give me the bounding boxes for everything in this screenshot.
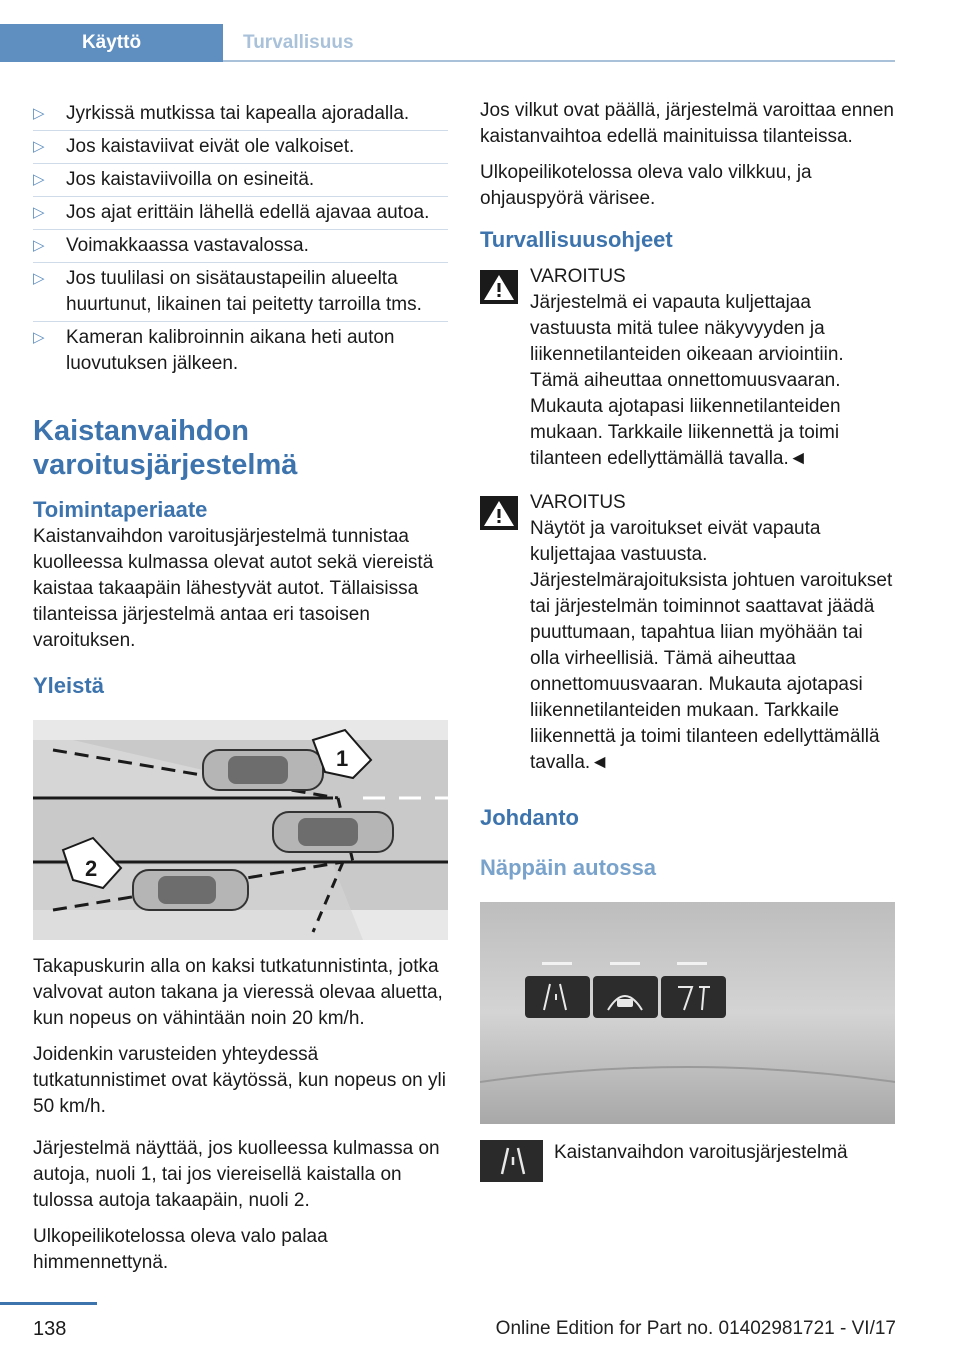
header-rule	[223, 60, 895, 62]
warning-title: VAROITUS	[530, 492, 626, 513]
subsection-johdanto: Johdanto	[480, 805, 579, 830]
triangle-bullet-icon: ▷	[33, 105, 45, 122]
list-item: ▷ Jos tuulilasi on sisätaustapeilin alueelta huurtunut, likainen tai peitetty tarroilla tms.	[33, 263, 448, 322]
subsection-turvallisuusohjeet: Turvallisuusohjeet	[480, 227, 673, 252]
page-number: 138	[33, 1318, 67, 1340]
footer-edition: Online Edition for Part no. 01402981721 - VI/17	[495, 1318, 896, 1339]
paragraph: Ulkopeilikotelossa oleva valo palaa himmennettynä.	[33, 1226, 328, 1273]
list-item: ▷ Jyrkissä mutkissa tai kapealla ajoradalla.	[33, 98, 448, 131]
warning-text: Näytöt ja varoitukset eivät vapauta kuljettajaa vastuusta. Järjestelmärajoituksista johtuen varoitukset tai järjestelmän toiminnot saattavat jäädä puuttumaan, tapahtua liian myöhään tai olla virheellisiä. Tämä aiheuttaa onnettomuusvaaran. Mukauta ajotapasi liikennetilanteiden mukaan. Tarkkaile liikennettä ja toimi tilanteen edellyttämällä tavalla.◄	[530, 518, 893, 773]
blind-spot-diagram	[33, 720, 448, 940]
paragraph: Kaistanvaihdon varoitusjärjestelmä tunnistaa kuolleessa kulmassa olevat autot sekä viereistä kaistaa takaapäin lähestyvät autot. Tällaisissa tilanteissa järjestelmä antaa eri tasoisen varoituksen.	[33, 526, 434, 651]
paragraph: Jos vilkut ovat päällä, järjestelmä varoittaa ennen kaistanvaihtoa edellä mainituissa tilanteissa.	[480, 100, 895, 147]
paragraph: Takapuskurin alla on kaksi tutkatunnistinta, jotka valvovat auton takana ja vieressä olevaa aluetta, kun nopeus on vähintään noin 20 km/h.	[33, 956, 443, 1029]
triangle-bullet-icon: ▷	[33, 138, 45, 155]
subsection-nappain-autossa: Näppäin autossa	[480, 855, 657, 880]
list-item: ▷ Jos ajat erittäin lähellä edellä ajavaa autoa.	[33, 197, 448, 230]
paragraph: Joidenkin varusteiden yhteydessä tutkatunnistimet ovat käytössä, kun nopeus on yli 50 km/h.	[33, 1044, 446, 1117]
svg-text:2: 2	[85, 856, 98, 881]
warning-box	[480, 264, 895, 472]
lane-change-warning-icon	[480, 1140, 543, 1182]
paragraph: Ulkopeilikotelossa oleva valo vilkkuu, ja ohjauspyörä värisee.	[480, 162, 812, 209]
car-middle	[273, 812, 393, 852]
paragraph: Järjestelmä näyttää, jos kuolleessa kulmassa on autoja, nuoli 1, tai jos viereisellä kaistalla on tulossa autoja takaapäin, nuoli 2.	[33, 1138, 440, 1211]
warning-title: VAROITUS	[530, 266, 626, 287]
button-caption	[480, 1140, 895, 1182]
page-header	[0, 0, 960, 62]
warning-box	[480, 490, 895, 776]
list-item: ▷ Voimakkaassa vastavalossa.	[33, 230, 448, 263]
list-item: ▷ Kameran kalibroinnin aikana heti auton luovutuksen jälkeen.	[33, 327, 395, 374]
warning-text: Järjestelmä ei vapauta kuljettajaa vastuusta mitä tulee näkyvyyden ja liikennetilanteiden oikeaan arviointiin. Tämä aiheuttaa onnettomuusvaaran. Mukauta ajotapasi liikennetilanteiden mukaan. Tarkkaile liikennettä ja toimi tilanteen edellyttämällä tavalla.◄	[530, 292, 844, 469]
tab-kaytto[interactable]: Käyttö	[0, 24, 223, 62]
triangle-bullet-icon: ▷	[33, 171, 45, 188]
triangle-bullet-icon: ▷	[33, 270, 45, 287]
car-bottom	[133, 870, 248, 910]
collision-warning-button-icon	[661, 976, 726, 1018]
caption-text: Kaistanvaihdon varoitusjärjestelmä	[554, 1142, 848, 1163]
lane-departure-button-icon	[593, 976, 658, 1018]
warning-triangle-icon	[480, 496, 518, 530]
car-top	[203, 750, 323, 790]
right-column	[480, 98, 895, 1182]
triangle-bullet-icon: ▷	[33, 204, 45, 221]
footer-rule	[0, 1302, 97, 1305]
section-title: Kaistanvaihdon varoitusjärjestelmä	[33, 415, 298, 481]
lane-change-button-icon	[525, 976, 590, 1018]
list-item: ▷ Jos kaistaviivoilla on esineitä.	[33, 164, 448, 197]
list-item: ▷ Jos kaistaviivat eivät ole valkoiset.	[33, 131, 448, 164]
subsection-yleista: Yleistä	[33, 673, 104, 698]
svg-text:1: 1	[336, 746, 349, 771]
subsection-toimintaperiaate: Toimintaperiaate	[33, 497, 208, 522]
warning-triangle-icon	[480, 270, 518, 304]
left-column	[33, 98, 448, 1286]
triangle-bullet-icon: ▷	[33, 329, 45, 346]
triangle-bullet-icon: ▷	[33, 237, 45, 254]
button-panel-photo	[480, 902, 895, 1124]
condition-list	[33, 98, 448, 380]
tab-turvallisuus[interactable]: Turvallisuus	[243, 32, 354, 53]
